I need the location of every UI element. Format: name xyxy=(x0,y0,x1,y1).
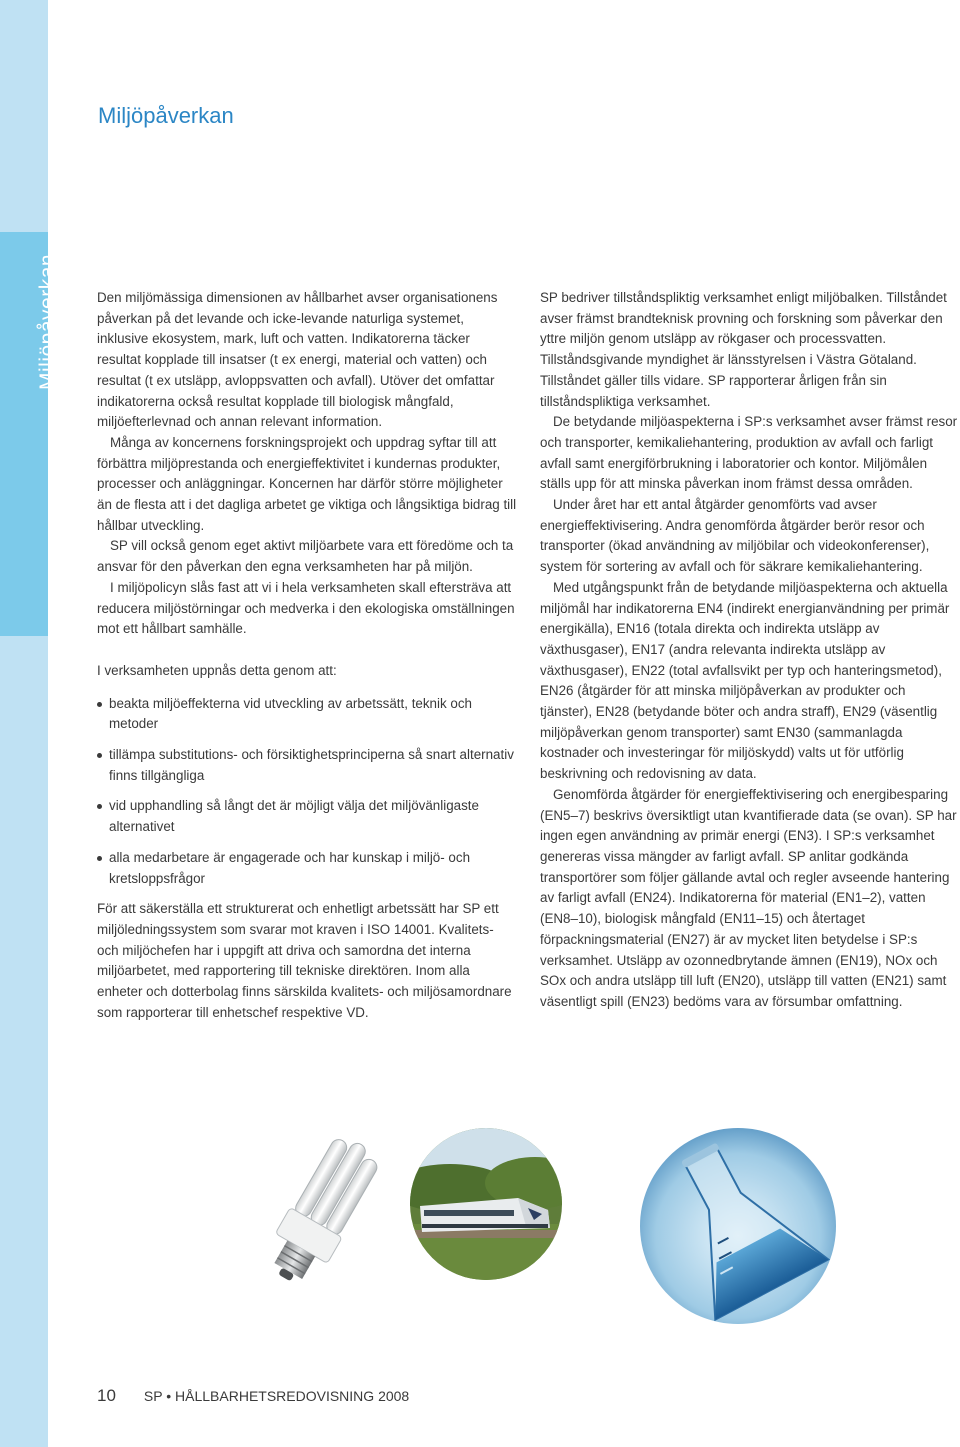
bullet-intro: I verksamheten uppnås detta genom att: xyxy=(97,662,337,678)
page-number: 10 xyxy=(97,1386,116,1405)
side-band xyxy=(0,0,48,1447)
left-paragraph-3: SP vill också genom eget aktivt miljöarbete vara ett föredöme och ta ansvar för den påverkan den egna verksamheten har på miljön. xyxy=(97,538,514,575)
right-paragraph-5: Genomförda åtgärder för energieffektivisering och energibesparing (EN5–7) beskrivs översiktligt utan kvantifierade data (se ovan). SP har ingen egen användning av primär energi (EN3). I SP:s verksamhet genereras vissa mängder av farligt avfall. SP anlitar godkända transportörer som följer gällande avtal och regler avseende hantering av farligt avfall (EN24). Indikatorerna för material (EN1–2), vatten (EN8–10), biologisk mångfald (EN11–15) och återtaget förpackningsmaterial (EN27) är av mycket liten betydelse i SP:s verksamhet. Utsläpp av ozonnedbrytande ämnen (EN19), NOx och SOx och andra utsläpp till luft (EN20), utsläpp till vatten (EN21) samt väsentligt spill (EN23) bedöms vara av försumbar omfattning. xyxy=(540,786,957,1009)
left-paragraph-1: Den miljömässiga dimensionen av hållbarhet avser organisationens påverkan på det levande och icke-levande naturliga systemet, inklusive ekosystem, mark, luft och vatten. Indikatorerna täcker resultat kopplade till insatser (t ex energi, material och vatten) och resultat (t ex utsläpp, avloppsvatten och avfall). Utöver det omfattar indikatorerna också resultat kopplade till biologisk mångfald, miljöefterlevnad och annan relevant information. xyxy=(97,290,498,430)
right-paragraph-1: SP bedriver tillståndspliktig verksamhet enligt miljöbalken. Tillståndet avser främst brandteknisk provning och forskning som påverkar den yttre miljön genom utsläpp av rökgaser och processvatten. Tillståndsgivande myndighet är länsstyrelsen i Västra Götaland. Tillståndet gäller tills vidare. SP rapporterar årligen från sin tillståndspliktiga verksamhet. xyxy=(540,290,947,409)
bullet-item: beakta miljöeffekterna vid utveckling av arbetssätt, teknik och metoder xyxy=(97,694,517,735)
page-footer xyxy=(97,1386,409,1406)
bullet-list xyxy=(97,694,517,890)
left-paragraph-2: Många av koncernens forskningsprojekt och uppdrag syftar till att förbättra miljöprestanda och energieffektivitet i kundernas produkter, processer och anläggningar. Koncernen har därför större möjligheter än de flesta att i det dagliga arbetet ge viktiga och långsiktiga bidrag till hållbar utveckling. xyxy=(97,434,517,533)
right-column xyxy=(540,288,960,1013)
right-paragraph-2: De betydande miljöaspekterna i SP:s verksamhet avser främst resor och transporter, kemikaliehantering, produktion av avfall och farligt avfall samt energiförbrukning i laboratorier och kontor. Miljömålen ställs upp för att minska påverkan inom främst dessa områden. xyxy=(540,414,958,492)
left-paragraph-5: För att säkerställa ett strukturerat och enhetligt arbetssätt har SP ett miljöledningssystem som svarar mot kraven i ISO 14001. Kvalitets- och miljöchefen har i uppgift att driva och samordna det interna miljöarbetet, med rapportering till tekniske direktören. Inom alla enheter och dotterbolag finns särskilda kvalitets- och miljösamordnare som rapporterar till enhetschef respektive VD. xyxy=(97,901,512,1020)
left-paragraph-4: I miljöpolicyn slås fast att vi i hela verksamheten skall eftersträva att reducera miljöstörningar och medverka i den ekologiska omställningen mot ett hållbart samhälle. xyxy=(97,579,515,637)
page-title: Miljöpåverkan xyxy=(98,103,234,128)
right-paragraph-4: Med utgångspunkt från de betydande miljöaspekterna och aktuella miljömål har indikatorerna EN4 (indirekt energianvändning per primär energikälla), EN16 (totala direkta och indirekta utsläpp av växthusgaser), EN17 (andra relevanta indirekta utsläpp av växthusgaser), EN22 (total avfallsvikt per typ och hanteringsmetod), EN26 (åtgärder för att minska miljöpåverkan av produkter och tjänster), EN28 (betydande böter och andra straff), EN29 (väsentlig miljöpåverkan genom transporter) samt EN30 (sammanlagda kostnader och investeringar för miljöskydd) valts ut för utförlig beskrivning och redovisning av data. xyxy=(540,579,950,782)
light-bulb-photo xyxy=(250,1130,390,1300)
flask-photo xyxy=(640,1128,836,1324)
publication-title: SP • HÅLLBARHETSREDOVISNING 2008 xyxy=(143,1388,410,1404)
left-column xyxy=(97,288,517,1024)
bullet-item: tillämpa substitutions- och försiktighetsprinciperna så snart alternativ finns tillgängliga xyxy=(97,745,517,786)
train-photo xyxy=(410,1128,562,1280)
bullet-item: alla medarbetare är engagerade och har kunskap i miljö- och kretsloppsfrågor xyxy=(97,848,517,889)
right-paragraph-3: Under året har ett antal åtgärder genomförts vad avser energieffektivisering. Andra genomförda åtgärder berör resor och transporter (ökad användning av miljöbilar och videokonferenser), system för sortering av avfall och för säkrare kemikaliehantering. xyxy=(540,497,930,575)
bullet-item: vid upphandling så långt det är möjligt välja det miljövänligaste alternativet xyxy=(97,796,517,837)
side-section-label: Miljöpåverkan xyxy=(36,253,59,390)
